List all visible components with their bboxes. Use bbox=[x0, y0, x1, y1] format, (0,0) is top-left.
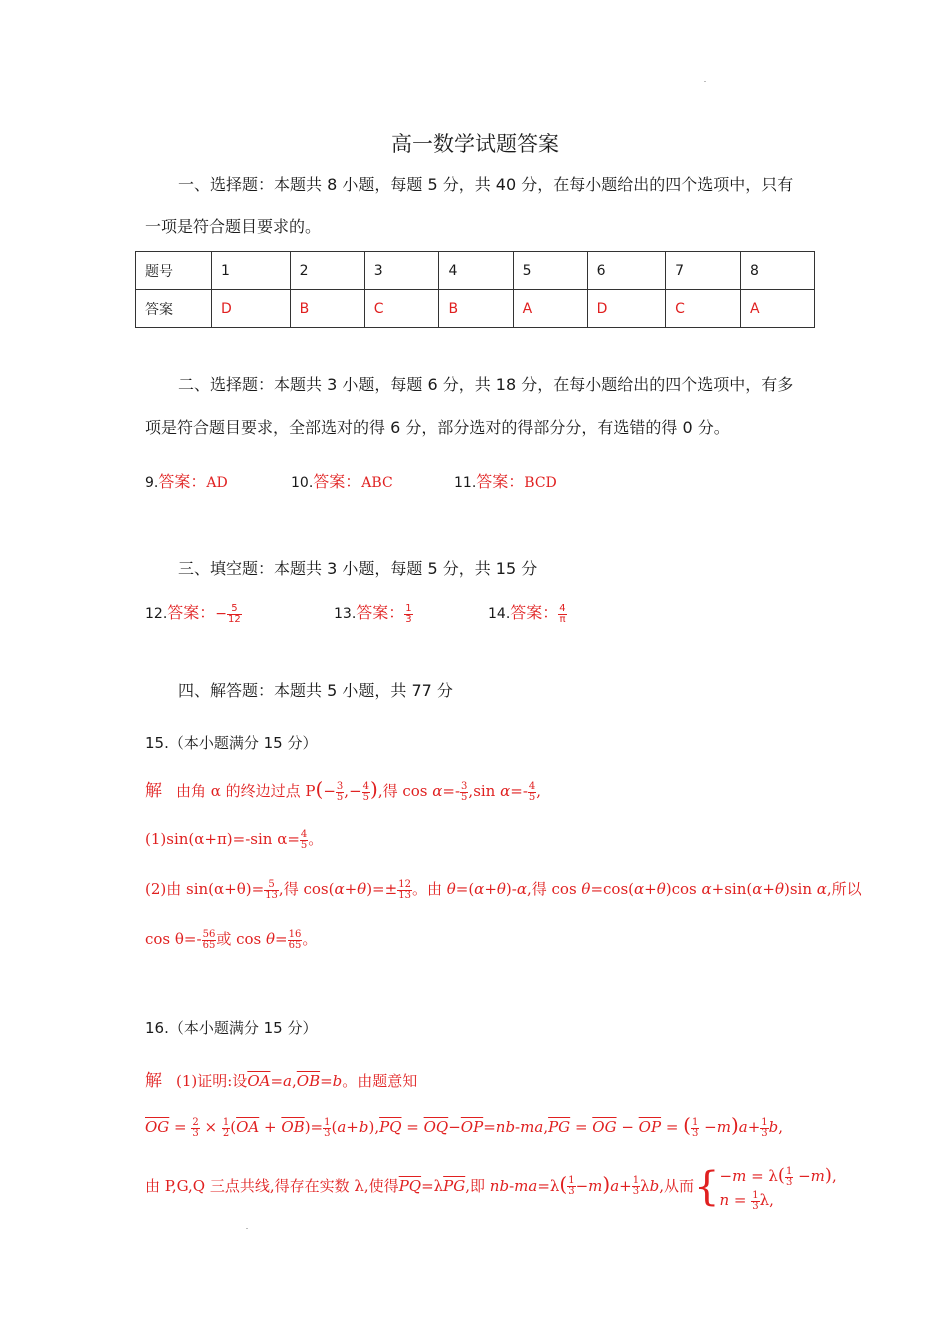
table-cell: 5 bbox=[513, 252, 587, 290]
answer-10 bbox=[291, 469, 393, 492]
q15-heading: 15.（本小题满分 15 分） bbox=[145, 734, 318, 752]
answer-label: 答案： bbox=[158, 472, 207, 491]
q16-line3: 由 P,G,Q 三点共线,得存在实数 λ,使得$\overline{PQ}=\lambda\overline{PG}$,即 nb-ma=λ( $\frac{1}{3}$ −m)a+ $\frac{1}{3}$ λb,从而{ −m = λ( $\frac{1}{3}$ −m), n = $\frac{1}{3}$ λ, bbox=[145, 1163, 837, 1212]
answer-label: 答案： bbox=[476, 472, 525, 491]
answer-sign: − bbox=[215, 606, 228, 622]
table-cell: 1 bbox=[212, 252, 291, 290]
q16-heading: 16.（本小题满分 15 分） bbox=[145, 1019, 318, 1037]
answer-number: 9. bbox=[145, 475, 159, 491]
table-cell-answer: B bbox=[290, 290, 364, 328]
q15-line2-text: (1)sin(α+π)=-sin α= bbox=[145, 830, 300, 848]
answer-label: 答案： bbox=[167, 603, 216, 622]
answer-label: 答案： bbox=[313, 472, 362, 491]
q15-line3-text: (2)由 sin(α+θ)= bbox=[145, 880, 265, 898]
answer-14 bbox=[488, 600, 567, 625]
fraction: $\frac{1}{3}$ bbox=[405, 602, 412, 625]
answer-label: 答案： bbox=[510, 603, 559, 622]
q15-line4-text: cos θ=- bbox=[145, 930, 202, 948]
q15-line2: (1)sin(α+π)=-sin α= $\frac{4}{5}$ 。 bbox=[145, 828, 324, 851]
table-cell-answer: A bbox=[513, 290, 587, 328]
solution-label: 解 bbox=[145, 1071, 162, 1091]
section2-line1: 二、选择题：本题共 3 小题，每题 6 分，共 18 分，在每小题给出的四个选项中，有多 bbox=[178, 375, 794, 394]
table-cell-answer: C bbox=[364, 290, 439, 328]
answer-number: 13. bbox=[334, 606, 357, 622]
q15-line4: cos θ=- $\frac{56}{65}$ 或 cos θ= $\frac{16}{65}$ 。 bbox=[145, 928, 318, 951]
section3-line1: 三、填空题：本题共 3 小题，每题 5 分，共 15 分 bbox=[178, 559, 538, 578]
answer-13 bbox=[334, 600, 413, 625]
fraction: $\frac{5}{12}$ bbox=[228, 602, 241, 625]
answer-12 bbox=[145, 600, 242, 625]
table-cell-answer: A bbox=[740, 290, 814, 328]
table-cell-answer: B bbox=[439, 290, 513, 328]
answer-table bbox=[135, 251, 815, 328]
scan-speck bbox=[704, 81, 706, 82]
q15-line1-text: 由角 α 的终边过点 P bbox=[176, 782, 316, 800]
section1-line2: 一项是符合题目要求的。 bbox=[145, 217, 322, 236]
table-cell-answer: D bbox=[587, 290, 666, 328]
q16-line1-end: 。由题意知 bbox=[342, 1072, 418, 1090]
table-cell: 6 bbox=[587, 252, 666, 290]
table-cell: 8 bbox=[740, 252, 814, 290]
q16-line1-text: (1)证明:设 bbox=[176, 1072, 248, 1090]
answer-value: ABC bbox=[361, 475, 393, 491]
table-row bbox=[136, 290, 815, 328]
q15-line1: 解 由角 α 的终边过点 P(− $\frac{3}{5}$ ,− $\frac{4}{5}$ ),得 cos α=- $\frac{3}{5}$ ,sin α=- $\frac{4}{5}$ , bbox=[145, 777, 542, 803]
table-header-cell: 答案 bbox=[136, 290, 212, 328]
q16-line2: $\overline{OG}$ = $\frac{2}{3}$ × $\frac{1}{2}$ $(\overline{OA} + \overline{OB})=$ $\frac{1}{3}$ $(a+b),\overline{PQ} = \overline{OQ}-\overline{OP}=nb-ma,\overline{PG} = \overline{OG} - \overline{OP}$ = ( $\frac{1}{3}$ −m)a+ $\frac{1}{3}$ b, bbox=[145, 1113, 784, 1139]
answer-11 bbox=[454, 469, 557, 492]
scan-speck bbox=[246, 1228, 248, 1229]
table-row bbox=[136, 252, 815, 290]
table-cell-answer: C bbox=[666, 290, 741, 328]
table-cell: 4 bbox=[439, 252, 513, 290]
table-cell: 7 bbox=[666, 252, 741, 290]
q15-line3: (2)由 sin(α+θ)= $\frac{5}{13}$ ,得 cos(α+θ)=± $\frac{12}{13}$ 。由 θ=(α+θ)-α,得 cos θ=cos(α+θ)cos α+sin(α+θ)sin α,所以 bbox=[145, 878, 862, 901]
answer-number: 14. bbox=[488, 606, 511, 622]
answer-number: 11. bbox=[454, 475, 477, 491]
answer-label: 答案： bbox=[356, 603, 405, 622]
answer-value: BCD bbox=[524, 475, 557, 491]
q16-line3-text: 由 P,G,Q 三点共线,得存在实数 λ,使得 bbox=[145, 1176, 399, 1195]
table-cell-answer: D bbox=[212, 290, 291, 328]
answer-9 bbox=[145, 469, 228, 492]
section1-line1: 一、选择题：本题共 8 小题，每题 5 分，共 40 分，在每小题给出的四个选项中，只有 bbox=[178, 175, 794, 194]
fraction: $\frac{4}{\pi}$ bbox=[559, 602, 566, 625]
table-header-cell: 题号 bbox=[136, 252, 212, 290]
solution-label: 解 bbox=[145, 781, 162, 801]
answer-number: 10. bbox=[291, 475, 314, 491]
section4-line1: 四、解答题：本题共 5 小题，共 77 分 bbox=[178, 681, 453, 700]
section2-line2: 项是符合题目要求，全部选对的得 6 分，部分选对的得部分分，有选错的得 0 分。 bbox=[145, 418, 730, 437]
page-title: 高一数学试题答案 bbox=[391, 132, 559, 156]
table-cell: 2 bbox=[290, 252, 364, 290]
answer-value: AD bbox=[206, 475, 228, 491]
table-cell: 3 bbox=[364, 252, 439, 290]
answer-number: 12. bbox=[145, 606, 168, 622]
q16-line1: 解 (1)证明:设$\overline{OA}=a,\overline{OB}=b$。由题意知 bbox=[145, 1071, 418, 1091]
